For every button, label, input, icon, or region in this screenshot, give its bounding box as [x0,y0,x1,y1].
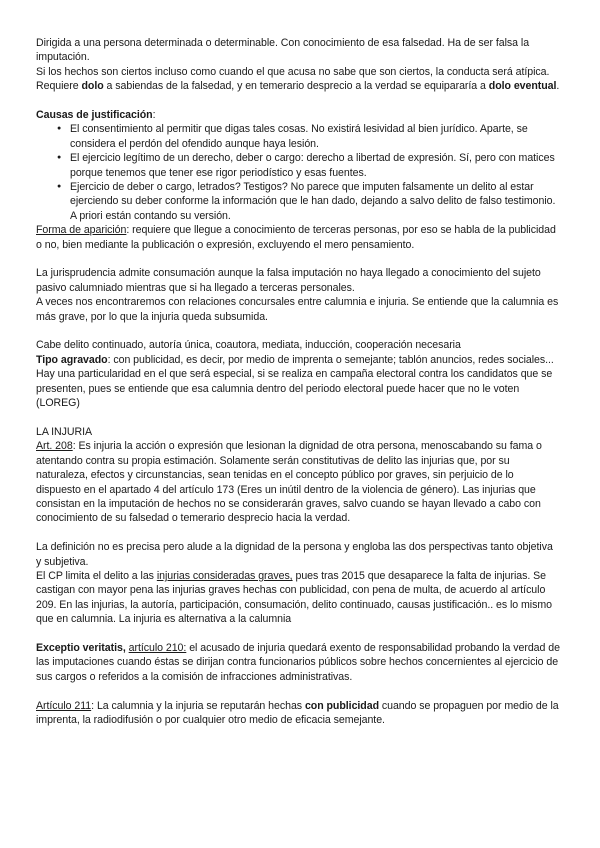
electoral-paragraph: Hay una particularidad en el que será especial, si se realiza en campaña electoral contra los candidatos que se presenten, pues se entiende que esa calumnia dentro del periodo electoral puede hacer que no le voten (LOREG) [36,368,553,410]
forma-aparicion-label: Forma de aparición [36,224,127,237]
dolo-eventual-term: dolo eventual [488,80,557,93]
art208-paragraph: Art. 208: Es injuria la acción o expresión que lesionan la dignidad de otra persona, menoscabando su fama o atentando contra su propia estimación. Solamente serán constitutivas de delito las injurias que, por su naturaleza, efectos y circunstancias, sean tenidas en el concepto público por graves, sin perjuicio de lo dispuesto en el apartado 4 del artículo 173 (Eres un inútil dentro de la violencia de género). Las injurias que consistan en la imputación de hechos no se considerarán graves, salvo cuando se hayan llevado a cabo con conocimiento de su falsedad o temerario desprecio hacia la verdad. [36,440,542,525]
dolo-term: dolo [81,80,104,93]
forma-aparicion-paragraph: Forma de aparición: requiere que llegue a conocimiento de terceras personas, por eso se habla de la publicidad o no, bien mediante la publicación o expresión, excluyendo el mero pensamiento. [36,224,556,251]
art211-paragraph: Artículo 211: La calumnia y la injuria se reputarán hechas con publicidad cuando se propaguen por medio de la imprenta, la radiodifusión o por cualquier otro medio de eficacia semejante. [36,699,559,726]
intro-paragraph-2: Si los hechos son ciertos incluso como cuando el que acusa no sabe que son ciertos, la conducta será atípica. Requiere dolo a sabiendas de la falsedad, y en temerario desprecio a la verdad se equipararía a dolo eventual. [36,65,560,93]
list-item: ● El consentimiento al permitir que digas tales cosas. No existirá lesividad al bien jurídico. Aparte, se considera el perdón del ofendido aunque haya lesión. [58,122,560,151]
exceptio-veritatis-paragraph: Exceptio veritatis, artículo 210: el acusado de injuria quedará exento de responsabilidad probando la verdad de las imputaciones cuando éstas se dirijan contra funcionarios públicos sobre hechos concernientes al ejercicio de sus cargos o referidos a la comisión de infracciones administrativas. [36,641,560,683]
tipo-agravado-paragraph: Tipo agravado: con publicidad, es decir, por medio de imprenta o semejante; tablón anuncios, redes sociales... [36,353,554,366]
delito-continuado-line: Cabe delito continuado, autoría única, coautora, mediata, inducción, cooperación necesaria [36,339,461,352]
art208-label: Art. 208 [36,440,73,453]
tipo-agravado-label: Tipo agravado [36,353,108,366]
cp-limit-paragraph: El CP limita el delito a las injurias consideradas graves, pues tras 2015 que desaparece la falta de injurias. Se castigan con mayor pena las injurias graves hechas con publicidad, con pena de multa, de acuerdo al artículo 209. En las injurias, la autoría, participación, consumación, delito continuado, causas justificación.. es lo mismo que en calumnia. La injuria es alternativa a la calumnia [36,569,552,626]
concursal-paragraph: A veces nos encontraremos con relaciones concursales entre calumnia e injuria. Se entiende que la calumnia es más grave, por lo que la injuria queda subsumida. [36,296,559,323]
list-item: ● Ejercicio de deber o cargo, letrados? Testigos? No parece que imputen falsamente un delito al estar ejerciendo su deber conforme la información que le han dado, dejando a salvo delito de falso testimonio. A priori están contando su versión. [58,180,560,223]
jurisprudencia-paragraph: La jurisprudencia admite consumación aunque la falsa imputación no haya llegado a conocimiento del sujeto pasivo calumniado mientras que si ha llegado a terceras personales. [36,267,541,294]
exceptio-veritatis-label: Exceptio veritatis, [36,641,126,654]
art211-label: Artículo 211 [36,699,92,712]
justification-list [36,122,560,223]
con-publicidad-term: con publicidad [304,699,379,712]
list-item: ● El ejercicio legítimo de un derecho, deber o cargo: derecho a libertad de expresión. Sí, pero con matices porque tenemos que tener ese rigor periodístico y esas fuentes. [58,151,560,180]
intro-paragraph-1: Dirigida a una persona determinada o determinable. Con conocimiento de esa falsedad. Ha de ser falsa la imputación. [36,37,530,64]
injurias-graves-term: injurias consideradas graves, [156,569,293,582]
justification-heading: Causas de justificación: [36,109,156,122]
definition-paragraph: La definición no es precisa pero alude a la dignidad de la persona y engloba las dos perspectivas tanto objetiva y subjetiva. [36,541,553,568]
art210-label: artículo 210: [128,641,187,654]
injuria-heading: LA INJURIA [36,425,93,438]
